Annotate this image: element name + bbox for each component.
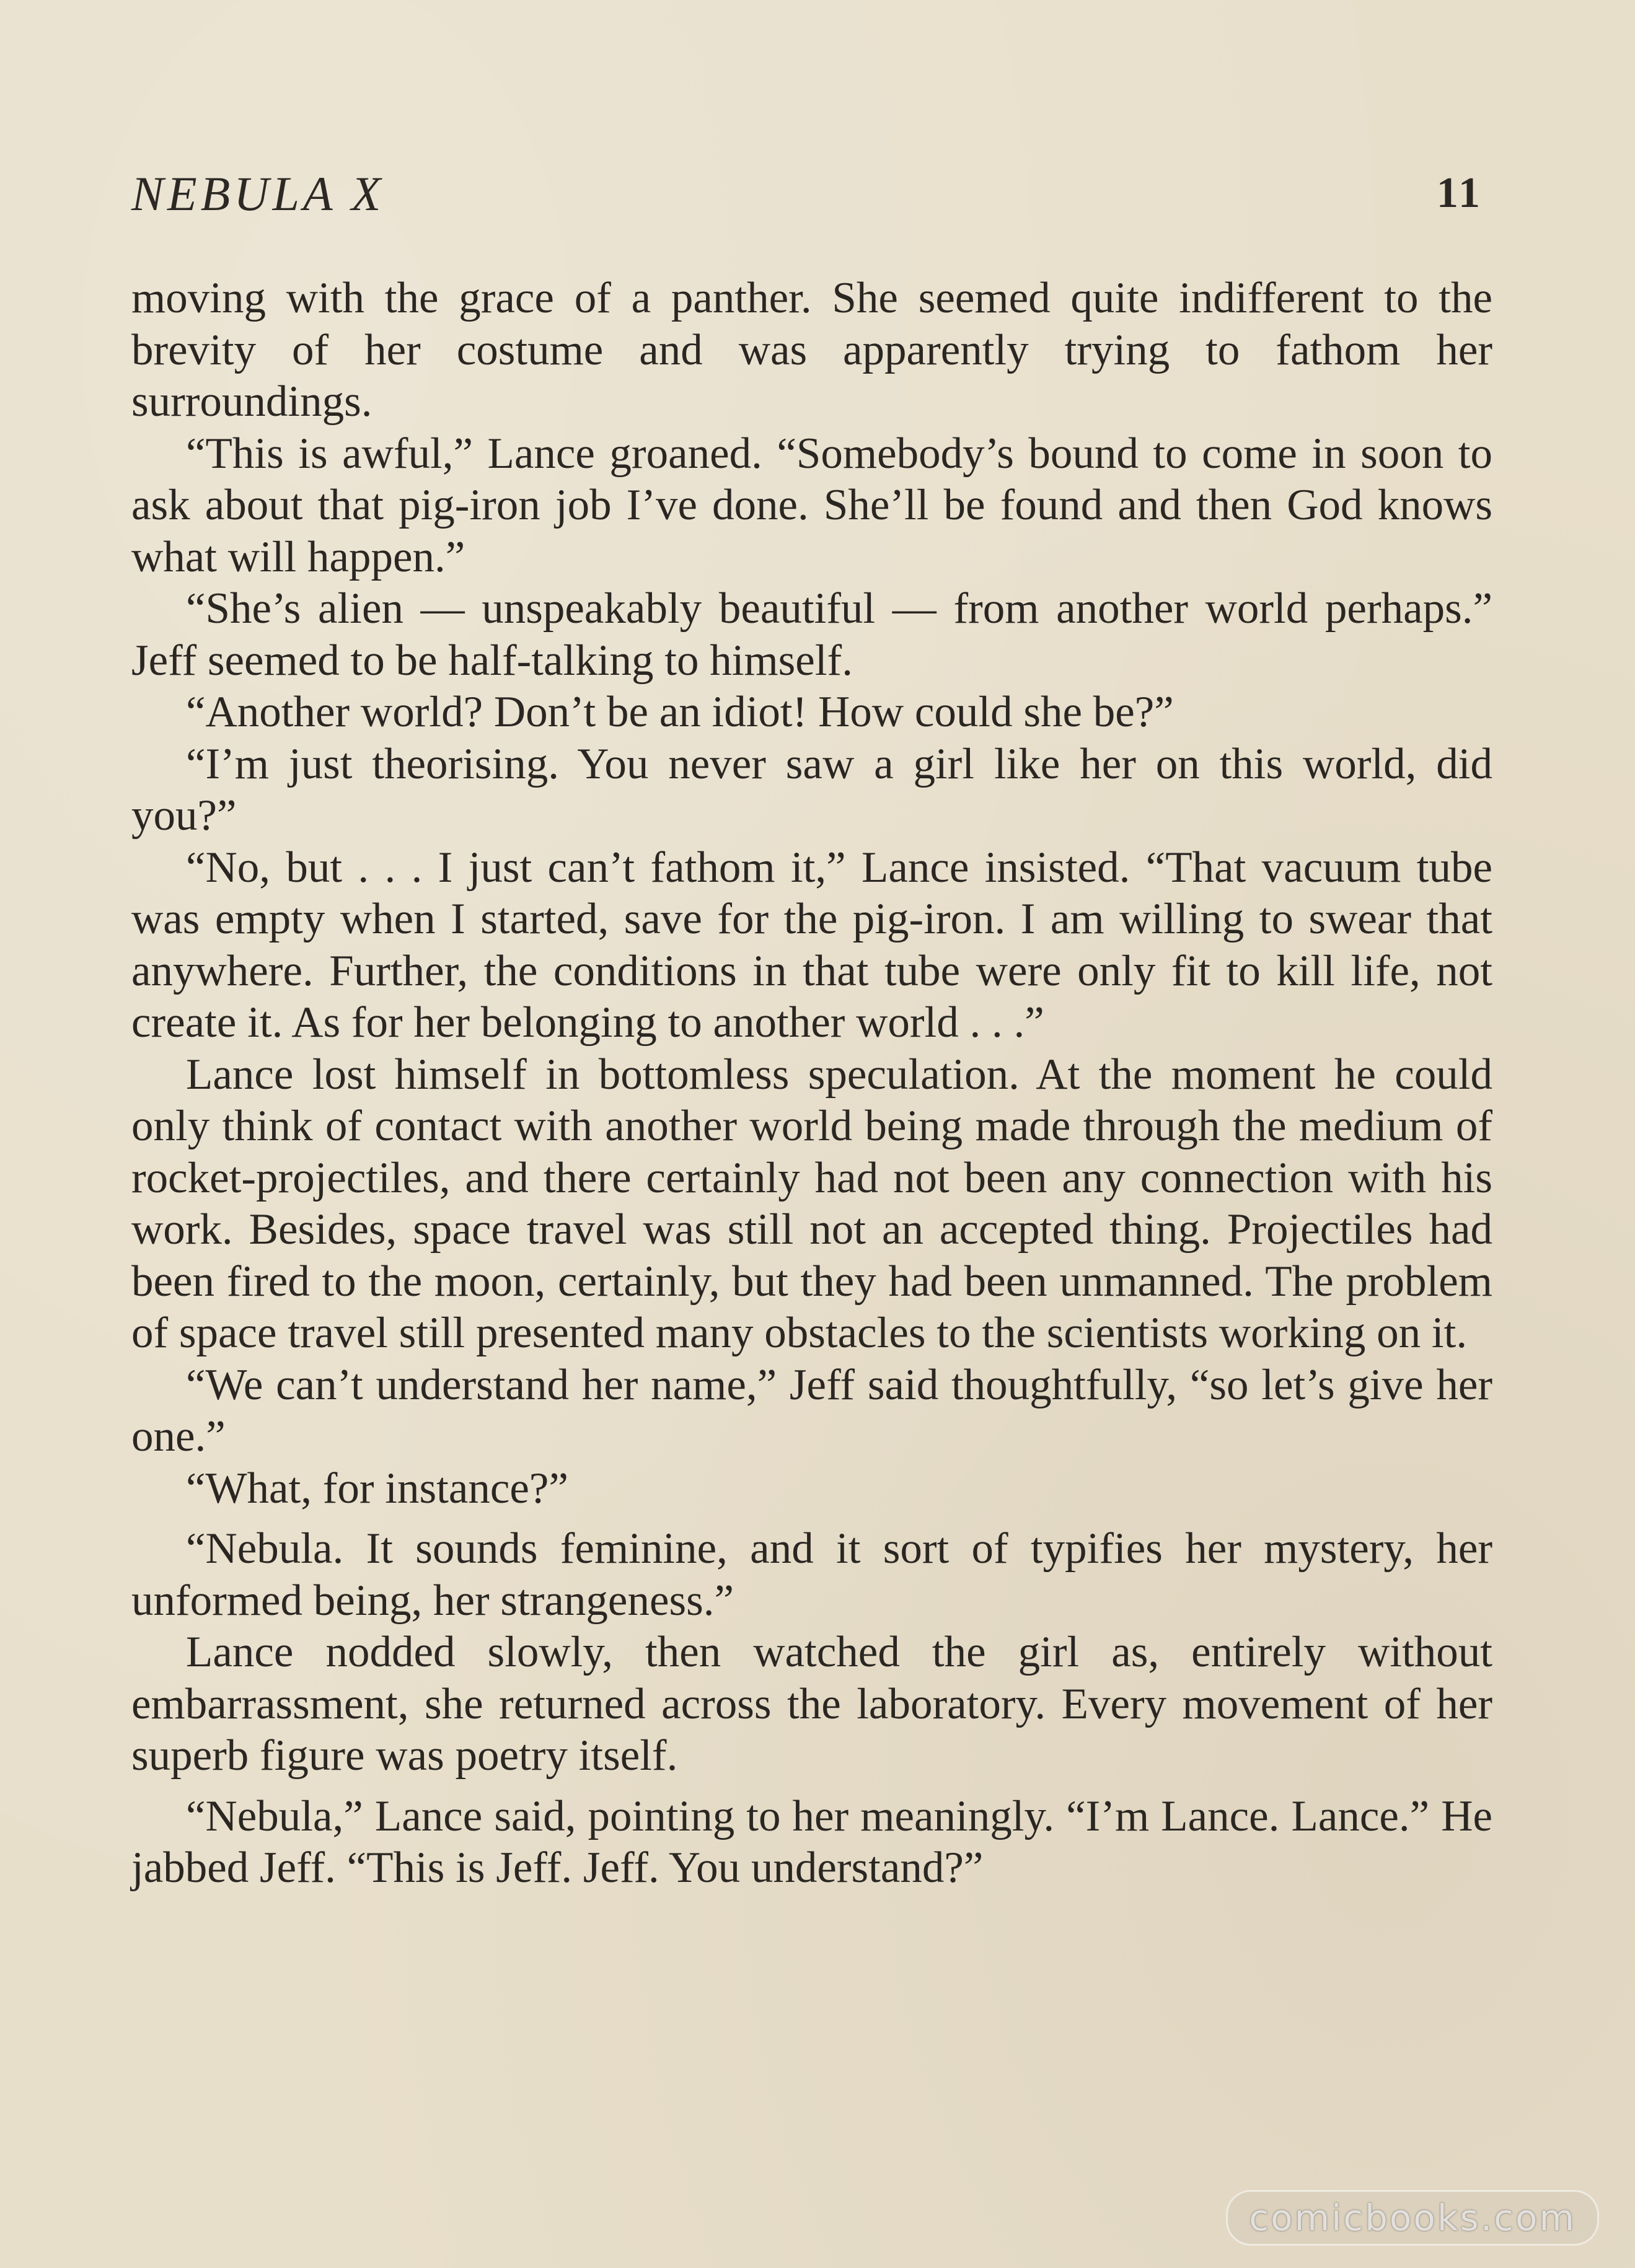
paragraph-5: “I’m just theorising. You never saw a girl like her on this world, did you?” bbox=[131, 739, 1492, 840]
paragraph-6: “No, but . . . I just can’t fathom it,” Lance insisted. “That vacuum tube was empty when I started, save for the pig-iron. I am willing to swear that anywhere. Further, the conditions in that tube were only fit to kill life, not create it. As for her belonging to another world . . .” bbox=[131, 843, 1492, 1047]
paragraph-12: “Nebula,” Lance said, pointing to her meaningly. “I’m Lance. Lance.” He jabbed Jeff. “This is Jeff. Jeff. You understand?” bbox=[131, 1791, 1492, 1892]
running-title: NEBULA X bbox=[131, 167, 385, 221]
page-number: 11 bbox=[1436, 169, 1483, 217]
paragraph-4: “Another world? Don’t be an idiot! How could she be?” bbox=[186, 688, 1174, 736]
watermark-logo: comicbooks.com bbox=[1226, 2190, 1599, 2246]
paragraph-3: “She’s alien — unspeakably beautiful — from another world perhaps.” Jeff seemed to be half-talking to himself. bbox=[131, 584, 1492, 685]
running-head bbox=[131, 166, 1483, 234]
paragraph-2: “This is awful,” Lance groaned. “Somebody’s bound to come in soon to ask about that pig-iron job I’ve done. She’ll be found and then God knows what will happen.” bbox=[131, 429, 1492, 581]
paragraph-8: “We can’t understand her name,” Jeff said thoughtfully, “so let’s give her one.” bbox=[131, 1360, 1492, 1461]
paragraph-11: Lance nodded slowly, then watched the girl as, entirely without embarrassment, she returned across the laboratory. Every movement of her superb figure was poetry itself. bbox=[131, 1628, 1492, 1780]
paragraph-7: Lance lost himself in bottomless speculation. At the moment he could only think of contact with another world being made through the medium of rocket-projectiles, and there certainly had not been any connection with his work. Besides, space travel was still not an accepted thing. Projectiles had been fired to the moon, certainly, but they had been unmanned. The problem of space travel still presented many obstacles to the scientists working on it. bbox=[131, 1050, 1492, 1357]
paragraph-10: “Nebula. It sounds feminine, and it sort of typifies her mystery, her unformed being, her strangeness.” bbox=[131, 1524, 1492, 1625]
paragraph-9: “What, for instance?” bbox=[186, 1464, 568, 1513]
paragraph-1: moving with the grace of a panther. She seemed quite indifferent to the brevity of her costume and was apparently trying to fathom her surroundings. bbox=[131, 274, 1492, 426]
body-text bbox=[131, 273, 1492, 1894]
